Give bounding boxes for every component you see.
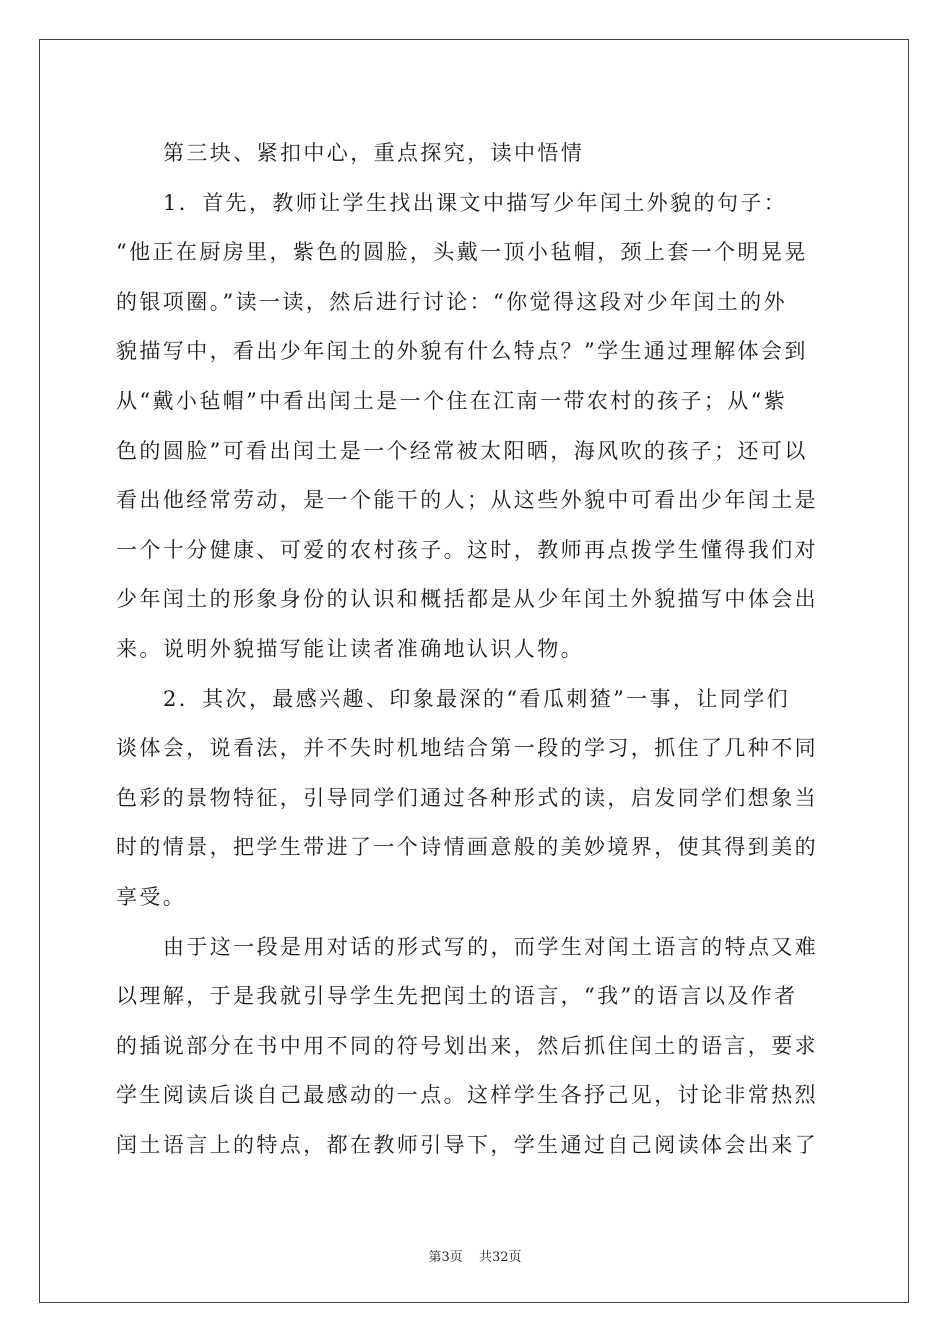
paragraph-line: 时的情景，把学生带进了一个诗情画意般的美妙境界，使其得到美的: [116, 835, 818, 860]
paragraph-line: 闰土语言上的特点，都在教师引导下，学生通过自己阅读体会出来了: [116, 1132, 818, 1157]
paragraph-line: 少年闰土的形象身份的认识和概括都是从少年闰土外貌描写中体会出: [116, 587, 818, 612]
paragraph-line: 谈体会，说看法，并不失时机地结合第一段的学习，抓住了几种不同: [116, 736, 818, 761]
paragraph-line: 色的圆脸”可看出闰土是一个经常被太阳晒，海风吹的孩子；还可以: [116, 438, 808, 463]
paragraph-line: 1．首先，教师让学生找出课文中描写少年闰土外貌的句子：: [163, 190, 788, 215]
paragraph-line: 享受。: [116, 884, 187, 909]
paragraph-line: 以理解，于是我就引导学生先把闰土的语言，“我”的语言以及作者: [116, 984, 798, 1009]
page-total: 共32页: [478, 1250, 522, 1265]
paragraph-line: “他正在厨房里，紫色的圆脸，头戴一顶小毡帽，颈上套一个明晃晃: [116, 240, 808, 265]
document-body: [116, 129, 836, 1170]
paragraph-line: 由于这一段是用对话的形式写的，而学生对闰土语言的特点又难: [163, 934, 819, 959]
paragraph-line: 2．其次，最感兴趣、印象最深的“看瓜刺猹”一事，让同学们: [163, 686, 791, 711]
paragraph-line: 貌描写中，看出少年闰土的外貌有什么特点？”学生通过理解体会到: [116, 339, 808, 364]
paragraph-line: 看出他经常劳动，是一个能干的人；从这些外貌中可看出少年闰土是: [116, 488, 818, 513]
paragraph-line: 的插说部分在书中用不同的符号划出来，然后抓住闰土的语言，要求: [116, 1033, 818, 1058]
section-heading: 第三块、紧扣中心，重点探究，读中悟情: [163, 141, 585, 165]
paragraph-line: 从“戴小毡帽”中看出闰土是一个住在江南一带农村的孩子；从“紫: [116, 388, 788, 413]
paragraph-line: 的银项圈。”读一读，然后进行讨论：“你觉得这段对少年闰土的外: [116, 289, 787, 314]
paragraph-line: 色彩的景物特征，引导同学们通过各种形式的读，启发同学们想象当: [116, 785, 818, 810]
paragraph-line: 学生阅读后谈自己最感动的一点。这样学生各抒己见，讨论非常热烈: [116, 1083, 818, 1108]
paragraph-line: 来。说明外貌描写能让读者准确地认识人物。: [116, 636, 584, 661]
paragraph-line: 一个十分健康、可爱的农村孩子。这时，教师再点拨学生懂得我们对: [116, 537, 818, 562]
page-footer: [0, 1246, 950, 1265]
page-number: 第3页: [428, 1250, 463, 1265]
